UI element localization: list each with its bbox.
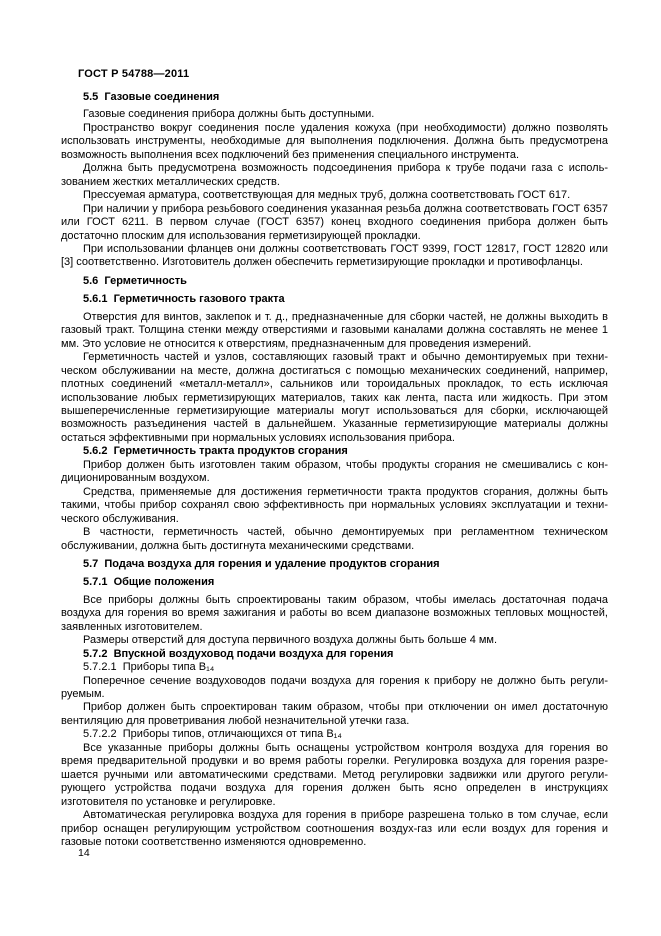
paragraph: Автоматическая регулировка воздуха для горения в приборе разрешена только в том случае, если прибор оснащен регулирующим устройством соотношения воздух-газ или если воздух для горения и газовые потоки соответственно изменяются одновременно. bbox=[61, 809, 608, 849]
paragraph: Прибор должен быть спроектирован таким образом, чтобы при отключении он имел достаточную вентиляцию для проветривания любой незначительной утечки газа. bbox=[61, 701, 608, 727]
section-heading: 5.7 Подача воздуха для горения и удаление продуктов сгорания bbox=[83, 557, 440, 570]
paragraph: Размеры отверстий для доступа первичного воздуха должны быть больше 4 мм. bbox=[83, 634, 498, 647]
paragraph: Должна быть предусмотрена возможность подсоединения прибора к трубе подачи газа с использованием жестких металлических средств. bbox=[61, 162, 608, 188]
paragraph: Отверстия для винтов, заклепок и т. д., предназначенные для сборки частей, не должны выходить в газовый тракт. Толщина стенки между отверстиями и газовыми каналами должна составлять не менее 1 мм. Это условие не относится к отверстиям, предназначенным для проведения измерений. bbox=[61, 310, 608, 350]
paragraph: При использовании фланцев они должны соответствовать ГОСТ 9399, ГОСТ 12817, ГОСТ 12820 или [3] соответственно. Изготовитель должен обеспечить герметизирующие прокладки и противофланцы. bbox=[61, 242, 608, 269]
paragraph: Поперечное сечение воздуховодов подачи воздуха для горения к прибору не должно быть регулируемым. bbox=[61, 674, 608, 701]
document-body bbox=[61, 91, 608, 849]
paragraph: Пространство вокруг соединения после удаления кожуха (при необходимости) должно позволять использовать инструменты, необходимые для выполнения подключения. Должна быть предусмотрена возможность выполнения всех подключений без применения специального инструмента. bbox=[61, 121, 608, 161]
section-heading: 5.6.2 Герметичность тракта продуктов сгорания bbox=[83, 445, 348, 458]
paragraph: Все указанные приборы должны быть оснащены устройством контроля воздуха для горения во время предварительной продувки и во время работы горелки. Регулировка воздуха для горения разрешается ручными или автоматическими средствами. Метод регулировки задвижки или другого регулирующего устройства подачи воздуха для горения должен быть ясно определен в инструкциях изготовителя по установке и регулировке. bbox=[61, 741, 608, 808]
page-number: 14 bbox=[78, 847, 90, 859]
section-heading: 5.6.1 Герметичность газового тракта bbox=[83, 293, 285, 306]
section-heading: 5.7.1 Общие положения bbox=[83, 576, 215, 589]
section-heading: 5.5 Газовые соединения bbox=[83, 91, 220, 103]
paragraph: Герметичность частей и узлов, составляющих газовый тракт и обычно демонтируемых при техническом обслуживании на месте, должна достигаться с помощью механических соединений, например, плотных соединений «металл-металл», сальников или тороидальных прокладок, то есть исключая использование любых герметизирующих материалов, таких как лента, паста или жидкость. При этом вышеперечисленные герметизирующие материалы могут использоваться для сборки, исключающей возможность разъединения частей в дальнейшем. Указанные герметизирующие материалы должны остаться эффективными при нормальных условиях использования прибора. bbox=[61, 351, 608, 444]
paragraph: При наличии у прибора резьбового соединения указанная резьба должна соответствовать ГОСТ 6357 или ГОСТ 6211. В первом случае (ГОСТ 6357) конец входного соединения прибора должен быть достаточно плоским для использования герметизирующей прокладки. bbox=[61, 202, 608, 242]
paragraph: Газовые соединения прибора должны быть доступными. bbox=[83, 108, 375, 121]
section-heading: 5.7.2 Впускной воздуховод подачи воздуха для горения bbox=[83, 647, 394, 660]
paragraph: Прибор должен быть изготовлен таким образом, чтобы продукты сгорания не смешивались с кондиционированным воздухом. bbox=[61, 458, 608, 485]
subclause-label: 5.7.2.2 Приборы типов, отличающихся от типа B₁₄ bbox=[83, 728, 342, 741]
paragraph: Прессуемая арматура, соответствующая для медных труб, должна соответствовать ГОСТ 617. bbox=[83, 189, 571, 202]
paragraph: Все приборы должны быть спроектированы таким образом, чтобы имелась достаточная подача воздуха для горения во время зажигания и работы во всем диапазоне возможных тепловых мощностей, заявленных изготовителем. bbox=[61, 593, 608, 633]
section-heading: 5.6 Герметичность bbox=[83, 274, 187, 287]
subclause-label: 5.7.2.1 Приборы типа B₁₄ bbox=[83, 661, 215, 674]
paragraph: В частности, герметичность частей, обычно демонтируемых при регламентном техническом обслуживании, должна быть достигнута механическими средствами. bbox=[61, 526, 608, 552]
paragraph: Средства, применяемые для достижения герметичности тракта продуктов сгорания, должны быть такими, чтобы прибор сохранял свою эффективность при нормальных условиях эксплуатации и технического обслуживания. bbox=[61, 485, 608, 525]
running-header: ГОСТ Р 54788—2011 bbox=[78, 68, 190, 80]
